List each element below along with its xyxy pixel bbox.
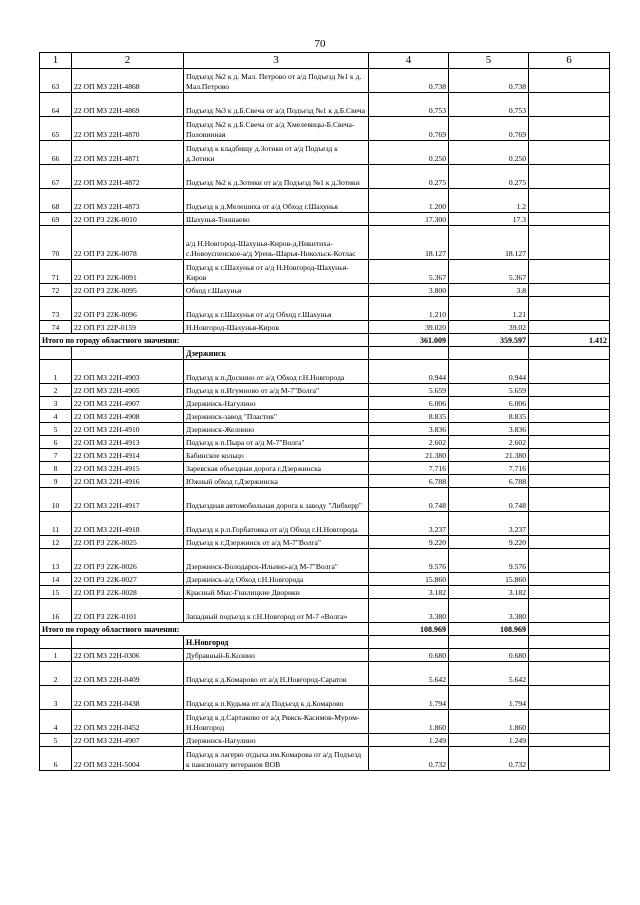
row-number: 4 — [40, 410, 72, 423]
row-number: 64 — [40, 93, 72, 117]
length-col5: 21.380 — [449, 449, 529, 462]
length-col6 — [529, 734, 610, 747]
length-col4: 3.237 — [369, 512, 449, 536]
table-row — [40, 384, 610, 397]
length-col6 — [529, 710, 610, 734]
table-row — [40, 462, 610, 475]
length-col6 — [529, 117, 610, 141]
length-col4: 5.367 — [369, 260, 449, 284]
road-name: Подъезд к п.Игумново от а/д М-7"Волга" — [184, 384, 369, 397]
length-col4: 6.788 — [369, 475, 449, 488]
section-title: Н.Новгород — [184, 636, 369, 649]
table-row — [40, 512, 610, 536]
table-row — [40, 488, 610, 512]
length-col4: 0.738 — [369, 69, 449, 93]
length-col5: 3.182 — [449, 586, 529, 599]
empty-cell — [40, 347, 72, 360]
length-col6 — [529, 488, 610, 512]
length-col5: 3.8 — [449, 284, 529, 297]
row-number: 71 — [40, 260, 72, 284]
length-col6 — [529, 213, 610, 226]
length-col5: 3.380 — [449, 599, 529, 623]
row-number: 14 — [40, 573, 72, 586]
table-row — [40, 226, 610, 260]
length-col6 — [529, 284, 610, 297]
row-number: 3 — [40, 397, 72, 410]
table-row — [40, 260, 610, 284]
length-col6 — [529, 462, 610, 475]
length-col5: 0.275 — [449, 165, 529, 189]
length-col5: 3.836 — [449, 423, 529, 436]
road-name: а/д Н.Новгород-Шахунья-Киров-д.Никитиха-с.Новоуспенское-а/д Урень-Шарья-Никольск-Котлас — [184, 226, 369, 260]
road-name: Подъезд к г.Дзержинск от а/д М-7"Волга" — [184, 536, 369, 549]
road-code: 22 ОП РЗ 22К-0027 — [72, 573, 184, 586]
empty-cell — [72, 636, 184, 649]
length-col5: 15.860 — [449, 573, 529, 586]
table-row — [40, 189, 610, 213]
row-number: 6 — [40, 747, 72, 771]
total-row — [40, 623, 610, 636]
column-header: 2 — [72, 53, 184, 69]
row-number: 69 — [40, 213, 72, 226]
row-number: 63 — [40, 69, 72, 93]
row-number: 5 — [40, 423, 72, 436]
table-row — [40, 649, 610, 662]
length-col4: 8.835 — [369, 410, 449, 423]
length-col6 — [529, 662, 610, 686]
length-col6 — [529, 686, 610, 710]
length-col6 — [529, 226, 610, 260]
length-col5: 17.3 — [449, 213, 529, 226]
table-row — [40, 360, 610, 384]
total-value-col5: 108.969 — [449, 623, 529, 636]
road-name: Заревская объездная дорога г.Дзержинска — [184, 462, 369, 475]
road-code: 22 ОП МЗ 22Н-4907 — [72, 734, 184, 747]
length-col5: 0.250 — [449, 141, 529, 165]
road-name: Подъезд к д.Мелешиха от а/д Обход г.Шахунья — [184, 189, 369, 213]
row-number: 73 — [40, 297, 72, 321]
length-col6 — [529, 69, 610, 93]
row-number: 1 — [40, 649, 72, 662]
empty-cell — [369, 347, 449, 360]
road-name: Подъезд к г.Шахунья от а/д Обход г.Шахунья — [184, 297, 369, 321]
road-code: 22 ОП МЗ 22Н-4903 — [72, 360, 184, 384]
row-number: 66 — [40, 141, 72, 165]
road-name: Подъезд к р.п.Горбатовка от а/д Обход г.Н.Новгорода — [184, 512, 369, 536]
total-value-col6 — [529, 623, 610, 636]
road-code: 22 ОП РЗ 22К-0026 — [72, 549, 184, 573]
road-code: 22 ОП МЗ 22Н-4905 — [72, 384, 184, 397]
length-col4: 2.602 — [369, 436, 449, 449]
road-name: Подъезд к п.Пыра от а/д М-7"Волга" — [184, 436, 369, 449]
length-col4: 39.020 — [369, 321, 449, 334]
length-col5: 0.769 — [449, 117, 529, 141]
length-col5: 0.753 — [449, 93, 529, 117]
road-code: 22 ОП МЗ 22Н-4872 — [72, 165, 184, 189]
column-header: 4 — [369, 53, 449, 69]
road-name: Н.Новгород-Шахунья-Киров — [184, 321, 369, 334]
length-col5: 1.249 — [449, 734, 529, 747]
table-row — [40, 475, 610, 488]
length-col4: 15.860 — [369, 573, 449, 586]
length-col6 — [529, 649, 610, 662]
section-row — [40, 636, 610, 649]
length-col4: 0.753 — [369, 93, 449, 117]
length-col4: 9.576 — [369, 549, 449, 573]
table-row — [40, 662, 610, 686]
road-name: Подъезд к г.Шахунья от а/д Н.Новгород-Шахунья-Киров — [184, 260, 369, 284]
length-col4: 6.006 — [369, 397, 449, 410]
length-col5: 5.367 — [449, 260, 529, 284]
road-name: Дзержинск-а/д Обход г.Н.Новгорода — [184, 573, 369, 586]
road-name: Бабинское кольцо — [184, 449, 369, 462]
road-code: 22 ОП МЗ 22Н-4907 — [72, 397, 184, 410]
length-col6 — [529, 573, 610, 586]
road-code: 22 ОП РЗ 22К-0091 — [72, 260, 184, 284]
length-col6 — [529, 449, 610, 462]
length-col4: 5.659 — [369, 384, 449, 397]
road-code: 22 ОП МЗ 22Н-4870 — [72, 117, 184, 141]
length-col6 — [529, 297, 610, 321]
total-row — [40, 334, 610, 347]
length-col4: 7.716 — [369, 462, 449, 475]
length-col5: 6.788 — [449, 475, 529, 488]
road-code: 22 ОП МЗ 22Н-4915 — [72, 462, 184, 475]
length-col6 — [529, 384, 610, 397]
road-name: Подъезд к п.Кудьма от а/д Подъезд к д.Комарово — [184, 686, 369, 710]
road-code: 22 ОП РЗ 22К-0095 — [72, 284, 184, 297]
row-number: 11 — [40, 512, 72, 536]
length-col5: 39.02 — [449, 321, 529, 334]
roads-table — [39, 52, 610, 771]
empty-cell — [369, 636, 449, 649]
road-code: 22 ОП МЗ 22Н-4917 — [72, 488, 184, 512]
table-row — [40, 586, 610, 599]
column-header: 3 — [184, 53, 369, 69]
table-row — [40, 686, 610, 710]
length-col5: 0.748 — [449, 488, 529, 512]
table-row — [40, 93, 610, 117]
length-col5: 1.2 — [449, 189, 529, 213]
row-number: 2 — [40, 662, 72, 686]
road-name: Дзержинск-Володарск-Ильино-а/д М-7"Волга" — [184, 549, 369, 573]
row-number: 74 — [40, 321, 72, 334]
row-number: 5 — [40, 734, 72, 747]
length-col6 — [529, 189, 610, 213]
road-code: 22 ОП МЗ 22Н-4913 — [72, 436, 184, 449]
road-name: Подъезд №2 к д.Б.Свеча от а/д Хмелевицы-Б.Свеча-Половинная — [184, 117, 369, 141]
row-number: 4 — [40, 710, 72, 734]
row-number: 8 — [40, 462, 72, 475]
road-name: Дзержинск-завод "Пластик" — [184, 410, 369, 423]
road-name: Красный Мыс-Гнилицкие Дворики — [184, 586, 369, 599]
row-number: 6 — [40, 436, 72, 449]
length-col4: 0.944 — [369, 360, 449, 384]
table-row — [40, 117, 610, 141]
road-name: Подъезд к п.Доскино от а/д Обход г.Н.Новгорода — [184, 360, 369, 384]
road-code: 22 ОП РЗ 22К-0010 — [72, 213, 184, 226]
road-code: 22 ОП РЗ 22К-0096 — [72, 297, 184, 321]
row-number: 67 — [40, 165, 72, 189]
length-col6 — [529, 536, 610, 549]
road-code: 22 ОП РЗ 22К-0025 — [72, 536, 184, 549]
road-code: 22 ОП МЗ 22Н-4910 — [72, 423, 184, 436]
length-col5: 8.835 — [449, 410, 529, 423]
row-number: 15 — [40, 586, 72, 599]
road-name: Шахунья-Тоншаево — [184, 213, 369, 226]
length-col4: 1.210 — [369, 297, 449, 321]
road-code: 22 ОП МЗ 22Н-0438 — [72, 686, 184, 710]
road-name: Обход г.Шахунья — [184, 284, 369, 297]
length-col5: 0.738 — [449, 69, 529, 93]
length-col4: 0.680 — [369, 649, 449, 662]
section-row — [40, 347, 610, 360]
road-code: 22 ОП МЗ 22Н-4918 — [72, 512, 184, 536]
road-code: 22 ОП МЗ 22Н-4914 — [72, 449, 184, 462]
empty-cell — [449, 347, 529, 360]
length-col5: 1.21 — [449, 297, 529, 321]
table-row — [40, 599, 610, 623]
road-code: 22 ОП РЗ 22К-0028 — [72, 586, 184, 599]
row-number: 13 — [40, 549, 72, 573]
column-header: 1 — [40, 53, 72, 69]
length-col5: 7.716 — [449, 462, 529, 475]
road-code: 22 ОП МЗ 22Н-5004 — [72, 747, 184, 771]
row-number: 7 — [40, 449, 72, 462]
length-col4: 0.748 — [369, 488, 449, 512]
length-col4: 3.800 — [369, 284, 449, 297]
total-value-col5: 359.597 — [449, 334, 529, 347]
road-code: 22 ОП МЗ 22Н-4869 — [72, 93, 184, 117]
length-col4: 3.836 — [369, 423, 449, 436]
road-code: 22 ОП МЗ 22Н-4873 — [72, 189, 184, 213]
row-number: 1 — [40, 360, 72, 384]
length-col4: 17.300 — [369, 213, 449, 226]
length-col4: 1.249 — [369, 734, 449, 747]
length-col4: 1.860 — [369, 710, 449, 734]
length-col4: 1.794 — [369, 686, 449, 710]
length-col6 — [529, 93, 610, 117]
length-col6 — [529, 397, 610, 410]
length-col6 — [529, 410, 610, 423]
table-row — [40, 397, 610, 410]
length-col4: 0.250 — [369, 141, 449, 165]
row-number: 16 — [40, 599, 72, 623]
table-row — [40, 449, 610, 462]
length-col5: 1.794 — [449, 686, 529, 710]
row-number: 70 — [40, 226, 72, 260]
road-name: Подъезд к кладбищу д.Зотики от а/д Подъезд к д.Зотики — [184, 141, 369, 165]
empty-cell — [529, 347, 610, 360]
road-name: Западный подъезд к г.Н.Новгород от М-7 «Волга» — [184, 599, 369, 623]
table-row — [40, 213, 610, 226]
road-code: 22 ОП РЗ 22К-0101 — [72, 599, 184, 623]
length-col5: 2.602 — [449, 436, 529, 449]
length-col4: 21.380 — [369, 449, 449, 462]
road-name: Подъездная автомобильная дорога к заводу "Либхерр" — [184, 488, 369, 512]
road-name: Дзержинск-Нагулино — [184, 397, 369, 410]
length-col6 — [529, 321, 610, 334]
length-col4: 3.380 — [369, 599, 449, 623]
total-value-col4: 361.009 — [369, 334, 449, 347]
table-row — [40, 734, 610, 747]
length-col6 — [529, 747, 610, 771]
row-number: 2 — [40, 384, 72, 397]
length-col6 — [529, 586, 610, 599]
table-row — [40, 165, 610, 189]
table-row — [40, 297, 610, 321]
empty-cell — [529, 636, 610, 649]
length-col5: 5.659 — [449, 384, 529, 397]
road-name: Дубравный-Б.Козино — [184, 649, 369, 662]
length-col4: 0.275 — [369, 165, 449, 189]
total-label: Итого по городу областного значения: — [40, 623, 369, 636]
length-col6 — [529, 360, 610, 384]
road-code: 22 ОП МЗ 22Н-4871 — [72, 141, 184, 165]
page-number: 70 — [314, 38, 326, 50]
row-number: 10 — [40, 488, 72, 512]
road-code: 22 ОП МЗ 22Н-0306 — [72, 649, 184, 662]
length-col6 — [529, 599, 610, 623]
length-col6 — [529, 260, 610, 284]
road-code: 22 ОП МЗ 22Н-0452 — [72, 710, 184, 734]
table-row — [40, 410, 610, 423]
road-name: Подъезд к д.Комарово от а/д Н.Новгород-Саратов — [184, 662, 369, 686]
road-code: 22 ОП МЗ 22Н-0409 — [72, 662, 184, 686]
empty-cell — [72, 347, 184, 360]
total-label: Итого по городу областного значения: — [40, 334, 369, 347]
length-col6 — [529, 512, 610, 536]
row-number: 65 — [40, 117, 72, 141]
length-col5: 9.576 — [449, 549, 529, 573]
length-col4: 1.200 — [369, 189, 449, 213]
length-col6 — [529, 475, 610, 488]
table-row — [40, 710, 610, 734]
length-col5: 0.732 — [449, 747, 529, 771]
road-name: Подъезд №3 к д.Б.Свеча от а/д Подъезд №1 к д.Б.Свеча — [184, 93, 369, 117]
table-row — [40, 536, 610, 549]
row-number: 9 — [40, 475, 72, 488]
table-row — [40, 284, 610, 297]
row-number: 68 — [40, 189, 72, 213]
header-row — [40, 53, 610, 69]
length-col6 — [529, 436, 610, 449]
table-row — [40, 747, 610, 771]
table-row — [40, 573, 610, 586]
length-col5: 9.220 — [449, 536, 529, 549]
road-code: 22 ОП МЗ 22Н-4916 — [72, 475, 184, 488]
length-col5: 0.944 — [449, 360, 529, 384]
road-code: 22 ОП МЗ 22Н-4908 — [72, 410, 184, 423]
road-name: Дзержинск-Нагулино — [184, 734, 369, 747]
table-row — [40, 141, 610, 165]
road-name: Подъезд к д.Сартаково от а/д Ряжск-Касимов-Муром-Н.Новгород — [184, 710, 369, 734]
total-value-col4: 108.969 — [369, 623, 449, 636]
road-name: Подъезд к лагерю отдыха им.Комарова от а/д Подъезд к пансионату ветеранов ВОВ — [184, 747, 369, 771]
length-col5: 3.237 — [449, 512, 529, 536]
table-row — [40, 549, 610, 573]
table-row — [40, 321, 610, 334]
row-number: 12 — [40, 536, 72, 549]
length-col5: 6.006 — [449, 397, 529, 410]
row-number: 3 — [40, 686, 72, 710]
length-col5: 0.680 — [449, 649, 529, 662]
road-name: Подъезд №2 к д.Зотики от а/д Подъезд №1 к д.Зотики — [184, 165, 369, 189]
total-value-col6: 1.412 — [529, 334, 610, 347]
length-col5: 5.642 — [449, 662, 529, 686]
length-col6 — [529, 549, 610, 573]
table-row — [40, 436, 610, 449]
empty-cell — [40, 636, 72, 649]
length-col6 — [529, 141, 610, 165]
road-code: 22 ОП РЗ 22К-0078 — [72, 226, 184, 260]
length-col4: 0.732 — [369, 747, 449, 771]
empty-cell — [449, 636, 529, 649]
length-col6 — [529, 165, 610, 189]
road-name: Южный обход г.Дзержинска — [184, 475, 369, 488]
table-row — [40, 423, 610, 436]
road-name: Подъезд №2 к д. Мал. Петрово от а/д Подъезд №1 к д. Мал.Петрово — [184, 69, 369, 93]
road-code: 22 ОП РЗ 22Р-0159 — [72, 321, 184, 334]
road-name: Дзержинск-Желнино — [184, 423, 369, 436]
length-col4: 9.220 — [369, 536, 449, 549]
column-header: 5 — [449, 53, 529, 69]
length-col4: 0.769 — [369, 117, 449, 141]
length-col4: 5.642 — [369, 662, 449, 686]
length-col5: 1.860 — [449, 710, 529, 734]
section-title: Дзержинск — [184, 347, 369, 360]
length-col5: 18.127 — [449, 226, 529, 260]
road-code: 22 ОП МЗ 22Н-4868 — [72, 69, 184, 93]
length-col6 — [529, 423, 610, 436]
row-number: 72 — [40, 284, 72, 297]
length-col4: 3.182 — [369, 586, 449, 599]
column-header: 6 — [529, 53, 610, 69]
table-row — [40, 69, 610, 93]
length-col4: 18.127 — [369, 226, 449, 260]
